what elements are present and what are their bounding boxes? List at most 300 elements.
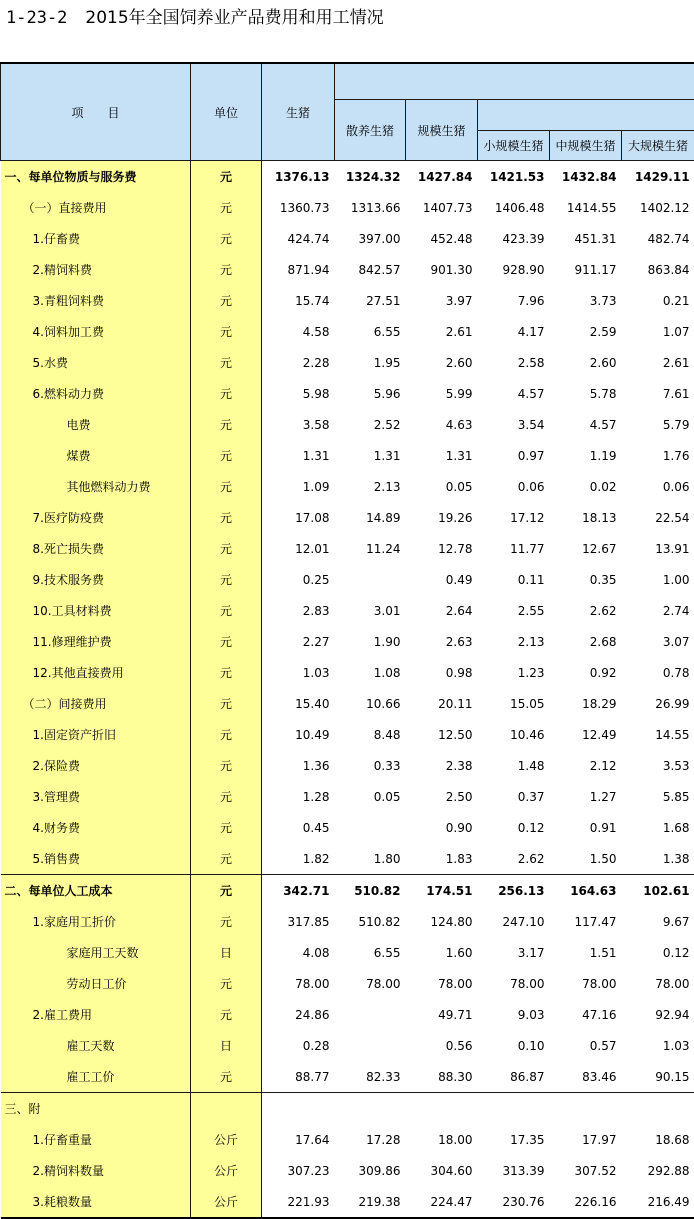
value-cell: 0.06 xyxy=(517,479,545,494)
value-cell: 78.00 xyxy=(438,976,473,991)
table-body xyxy=(1,161,694,1219)
table-row xyxy=(1,968,694,999)
value-cell: 1324.32 xyxy=(335,161,406,193)
value-cell: 1407.73 xyxy=(422,200,473,215)
table-row xyxy=(1,471,694,502)
row-unit: 元 xyxy=(191,223,262,254)
row-label: 5.销售费 xyxy=(1,843,191,875)
value-cell: 14.55 xyxy=(655,727,690,742)
row-label: 4.饲料加工费 xyxy=(1,316,191,347)
value-cell: 0.05 xyxy=(373,789,401,804)
table-row xyxy=(1,254,694,285)
row-label: 煤费 xyxy=(1,440,191,471)
value-cell: 12.01 xyxy=(295,541,330,556)
table-row xyxy=(1,285,694,316)
value-cell: 3.07 xyxy=(662,634,690,649)
table-row xyxy=(1,1186,694,1218)
value-cell: 17.12 xyxy=(510,510,545,525)
value-cell xyxy=(262,1093,335,1125)
value-cell: 928.90 xyxy=(502,262,545,277)
value-cell: 6.55 xyxy=(373,945,401,960)
value-cell: 3.17 xyxy=(517,945,545,960)
value-cell: 17.64 xyxy=(295,1132,330,1147)
value-cell: 0.78 xyxy=(662,665,690,680)
header-scattered: 散养生猪 xyxy=(335,100,406,161)
value-cell: 0.49 xyxy=(445,572,473,587)
table-row xyxy=(1,316,694,347)
value-cell: 4.63 xyxy=(445,417,473,432)
value-cell xyxy=(550,1093,622,1125)
value-cell: 12.49 xyxy=(582,727,617,742)
header-scale: 规模生猪 xyxy=(406,100,478,161)
row-label: 1.家庭用工折价 xyxy=(1,906,191,937)
value-cell: 451.31 xyxy=(574,231,617,246)
row-unit: 日 xyxy=(191,1030,262,1061)
value-cell: 17.28 xyxy=(366,1132,401,1147)
cost-table xyxy=(0,62,694,1219)
value-cell: 0.12 xyxy=(517,820,545,835)
value-cell: 1360.73 xyxy=(279,200,330,215)
value-cell: 9.67 xyxy=(662,914,690,929)
value-cell: 863.84 xyxy=(647,262,690,277)
row-label: 3.管理费 xyxy=(1,781,191,812)
value-cell: 10.49 xyxy=(295,727,330,742)
row-label: 2.精饲料费 xyxy=(1,254,191,285)
value-cell: 219.38 xyxy=(335,1186,406,1218)
value-cell: 0.05 xyxy=(445,479,473,494)
value-cell: 17.35 xyxy=(510,1132,545,1147)
header-medium: 中规模生猪 xyxy=(550,131,622,161)
value-cell: 1.00 xyxy=(662,572,690,587)
value-cell: 1313.66 xyxy=(350,200,401,215)
value-cell: 911.17 xyxy=(574,262,617,277)
value-cell: 304.60 xyxy=(430,1163,473,1178)
table-title: 2015年全国饲养业产品费用和用工情况 xyxy=(85,8,384,28)
value-cell: 124.80 xyxy=(430,914,473,929)
row-label: 雇工天数 xyxy=(1,1030,191,1061)
value-cell: 3.97 xyxy=(445,293,473,308)
value-cell: 510.82 xyxy=(358,914,401,929)
value-cell: 2.64 xyxy=(445,603,473,618)
table-row xyxy=(1,657,694,688)
value-cell: 2.28 xyxy=(302,355,330,370)
row-unit: 元 xyxy=(191,285,262,316)
value-cell: 49.71 xyxy=(438,1007,473,1022)
value-cell: 0.57 xyxy=(589,1038,617,1053)
row-label: 三、附 xyxy=(1,1093,191,1125)
value-cell: 7.96 xyxy=(517,293,545,308)
row-unit: 元 xyxy=(191,378,262,409)
value-cell: 342.71 xyxy=(262,875,335,907)
table-row xyxy=(1,719,694,750)
value-cell: 10.46 xyxy=(510,727,545,742)
value-cell: 5.85 xyxy=(662,789,690,804)
value-cell: 9.03 xyxy=(517,1007,545,1022)
row-unit: 元 xyxy=(191,657,262,688)
value-cell: 102.61 xyxy=(622,875,694,907)
value-cell xyxy=(335,999,406,1030)
value-cell: 174.51 xyxy=(406,875,478,907)
row-label: 其他燃料动力费 xyxy=(1,471,191,502)
row-label: 4.财务费 xyxy=(1,812,191,843)
row-label: 3.青粗饲料费 xyxy=(1,285,191,316)
value-cell: 307.52 xyxy=(574,1163,617,1178)
table-row xyxy=(1,999,694,1030)
value-cell: 3.01 xyxy=(373,603,401,618)
row-label: 1.固定资产折旧 xyxy=(1,719,191,750)
value-cell: 3.53 xyxy=(662,758,690,773)
value-cell: 0.06 xyxy=(662,479,690,494)
value-cell: 216.49 xyxy=(622,1186,694,1218)
row-label: 1.仔畜重量 xyxy=(1,1124,191,1155)
value-cell xyxy=(335,564,406,595)
table-row xyxy=(1,626,694,657)
value-cell: 22.54 xyxy=(655,510,690,525)
value-cell: 226.16 xyxy=(550,1186,622,1218)
value-cell: 5.98 xyxy=(302,386,330,401)
row-label: 3.耗粮数量 xyxy=(1,1186,191,1218)
value-cell: 78.00 xyxy=(655,976,690,991)
value-cell: 2.62 xyxy=(517,851,545,866)
table-row xyxy=(1,1155,694,1186)
row-label: 5.水费 xyxy=(1,347,191,378)
table-row xyxy=(1,1124,694,1155)
value-cell: 0.56 xyxy=(445,1038,473,1053)
table-row xyxy=(1,347,694,378)
value-cell: 871.94 xyxy=(287,262,330,277)
table-row xyxy=(1,161,694,193)
row-label: （二）间接费用 xyxy=(1,688,191,719)
row-unit: 元 xyxy=(191,595,262,626)
value-cell: 2.52 xyxy=(373,417,401,432)
value-cell: 0.11 xyxy=(517,572,545,587)
row-unit: 元 xyxy=(191,999,262,1030)
value-cell: 313.39 xyxy=(502,1163,545,1178)
value-cell: 11.24 xyxy=(366,541,401,556)
row-label: 2.雇工费用 xyxy=(1,999,191,1030)
row-label: 7.医疗防疫费 xyxy=(1,502,191,533)
row-unit: 元 xyxy=(191,409,262,440)
value-cell: 307.23 xyxy=(287,1163,330,1178)
row-label: 家庭用工天数 xyxy=(1,937,191,968)
value-cell: 2.13 xyxy=(517,634,545,649)
value-cell xyxy=(478,1093,550,1125)
value-cell: 11.77 xyxy=(510,541,545,556)
value-cell: 7.61 xyxy=(662,386,690,401)
value-cell: 1427.84 xyxy=(406,161,478,193)
value-cell: 1.28 xyxy=(302,789,330,804)
value-cell: 2.27 xyxy=(302,634,330,649)
table-row xyxy=(1,750,694,781)
value-cell: 12.67 xyxy=(582,541,617,556)
table-row xyxy=(1,502,694,533)
row-label: 电费 xyxy=(1,409,191,440)
value-cell xyxy=(335,1030,406,1061)
value-cell: 1.38 xyxy=(662,851,690,866)
row-label: 劳动日工价 xyxy=(1,968,191,999)
row-label: 二、每单位人工成本 xyxy=(1,875,191,907)
value-cell: 78.00 xyxy=(295,976,330,991)
row-unit: 元 xyxy=(191,906,262,937)
value-cell: 20.11 xyxy=(438,696,473,711)
row-unit: 日 xyxy=(191,937,262,968)
table-row xyxy=(1,1061,694,1093)
value-cell: 1.83 xyxy=(445,851,473,866)
value-cell: 18.13 xyxy=(582,510,617,525)
value-cell: 397.00 xyxy=(358,231,401,246)
page-title xyxy=(6,4,384,32)
value-cell: 164.63 xyxy=(550,875,622,907)
value-cell: 0.45 xyxy=(302,820,330,835)
value-cell: 1.03 xyxy=(302,665,330,680)
value-cell: 12.50 xyxy=(438,727,473,742)
value-cell: 1.31 xyxy=(302,448,330,463)
row-unit: 元 xyxy=(191,316,262,347)
table-row xyxy=(1,781,694,812)
value-cell: 482.74 xyxy=(647,231,690,246)
value-cell: 3.54 xyxy=(517,417,545,432)
value-cell: 27.51 xyxy=(366,293,401,308)
value-cell: 1.27 xyxy=(589,789,617,804)
header-small: 小规模生猪 xyxy=(478,131,550,161)
header-item: 项 目 xyxy=(1,63,191,161)
value-cell: 2.61 xyxy=(445,324,473,339)
table-row xyxy=(1,440,694,471)
row-unit: 元 xyxy=(191,968,262,999)
value-cell: 3.73 xyxy=(589,293,617,308)
value-cell: 317.85 xyxy=(287,914,330,929)
table-row xyxy=(1,843,694,875)
value-cell: 0.98 xyxy=(445,665,473,680)
row-unit: 元 xyxy=(191,812,262,843)
header-group-blank xyxy=(335,63,694,100)
header-unit: 单位 xyxy=(191,63,262,161)
value-cell: 901.30 xyxy=(430,262,473,277)
value-cell: 1.80 xyxy=(373,851,401,866)
value-cell: 2.68 xyxy=(589,634,617,649)
header-large: 大规模生猪 xyxy=(622,131,694,161)
value-cell xyxy=(335,1093,406,1125)
value-cell: 13.91 xyxy=(655,541,690,556)
value-cell: 2.61 xyxy=(662,355,690,370)
value-cell: 224.47 xyxy=(406,1186,478,1218)
value-cell: 82.33 xyxy=(366,1069,401,1084)
value-cell: 2.13 xyxy=(373,479,401,494)
table-row xyxy=(1,223,694,254)
value-cell: 0.10 xyxy=(517,1038,545,1053)
row-label: 12.其他直接费用 xyxy=(1,657,191,688)
row-label: 10.工具材料费 xyxy=(1,595,191,626)
value-cell: 1.03 xyxy=(662,1038,690,1053)
value-cell: 17.97 xyxy=(582,1132,617,1147)
row-label: 2.精饲料数量 xyxy=(1,1155,191,1186)
table-number: 1-23-2 xyxy=(6,8,68,28)
header-scale-group-blank xyxy=(478,100,694,131)
value-cell: 0.35 xyxy=(589,572,617,587)
row-label: 6.燃料动力费 xyxy=(1,378,191,409)
value-cell: 2.50 xyxy=(445,789,473,804)
row-unit: 公斤 xyxy=(191,1124,262,1155)
value-cell: 0.91 xyxy=(589,820,617,835)
table-row xyxy=(1,595,694,626)
value-cell: 1.31 xyxy=(373,448,401,463)
value-cell: 90.15 xyxy=(655,1069,690,1084)
value-cell: 18.00 xyxy=(438,1132,473,1147)
value-cell: 6.55 xyxy=(373,324,401,339)
table-row xyxy=(1,409,694,440)
value-cell: 1.19 xyxy=(589,448,617,463)
value-cell: 2.38 xyxy=(445,758,473,773)
value-cell xyxy=(406,1093,478,1125)
row-unit: 元 xyxy=(191,1061,262,1093)
row-unit: 元 xyxy=(191,564,262,595)
value-cell: 0.90 xyxy=(445,820,473,835)
value-cell: 510.82 xyxy=(335,875,406,907)
row-unit: 元 xyxy=(191,750,262,781)
table-row xyxy=(1,1093,694,1125)
table-row xyxy=(1,533,694,564)
row-label: 1.仔畜费 xyxy=(1,223,191,254)
value-cell: 47.16 xyxy=(582,1007,617,1022)
value-cell: 424.74 xyxy=(287,231,330,246)
value-cell: 3.58 xyxy=(302,417,330,432)
value-cell xyxy=(622,1093,694,1125)
value-cell: 5.96 xyxy=(373,386,401,401)
value-cell: 15.40 xyxy=(295,696,330,711)
row-label: 一、每单位物质与服务费 xyxy=(1,161,191,193)
value-cell: 1376.13 xyxy=(262,161,335,193)
value-cell: 88.30 xyxy=(438,1069,473,1084)
table-row xyxy=(1,906,694,937)
header-pig: 生猪 xyxy=(262,63,335,161)
table-row xyxy=(1,875,694,907)
value-cell: 26.99 xyxy=(655,696,690,711)
table-row xyxy=(1,564,694,595)
value-cell: 2.62 xyxy=(589,603,617,618)
value-cell: 309.86 xyxy=(358,1163,401,1178)
value-cell: 1.23 xyxy=(517,665,545,680)
row-unit: 元 xyxy=(191,688,262,719)
row-unit: 元 xyxy=(191,719,262,750)
value-cell: 18.68 xyxy=(655,1132,690,1147)
table-row xyxy=(1,688,694,719)
value-cell: 92.94 xyxy=(655,1007,690,1022)
value-cell: 1.68 xyxy=(662,820,690,835)
value-cell: 4.58 xyxy=(302,324,330,339)
value-cell: 1414.55 xyxy=(566,200,617,215)
value-cell: 1432.84 xyxy=(550,161,622,193)
value-cell: 0.25 xyxy=(302,572,330,587)
table-row xyxy=(1,1030,694,1061)
value-cell: 24.86 xyxy=(295,1007,330,1022)
value-cell: 78.00 xyxy=(582,976,617,991)
row-unit: 元 xyxy=(191,471,262,502)
table-row xyxy=(1,378,694,409)
value-cell xyxy=(335,812,406,843)
value-cell: 2.60 xyxy=(589,355,617,370)
value-cell: 5.78 xyxy=(589,386,617,401)
value-cell: 5.99 xyxy=(445,386,473,401)
value-cell: 1.48 xyxy=(517,758,545,773)
value-cell: 4.57 xyxy=(589,417,617,432)
value-cell: 1.08 xyxy=(373,665,401,680)
value-cell: 452.48 xyxy=(430,231,473,246)
value-cell: 86.87 xyxy=(510,1069,545,1084)
value-cell: 292.88 xyxy=(647,1163,690,1178)
row-unit: 元 xyxy=(191,347,262,378)
value-cell: 247.10 xyxy=(502,914,545,929)
value-cell: 2.59 xyxy=(589,324,617,339)
value-cell: 8.48 xyxy=(373,727,401,742)
row-unit: 元 xyxy=(191,254,262,285)
value-cell: 2.12 xyxy=(589,758,617,773)
value-cell: 1402.12 xyxy=(639,200,690,215)
table-row xyxy=(1,812,694,843)
value-cell: 1.31 xyxy=(445,448,473,463)
value-cell: 0.21 xyxy=(662,293,690,308)
value-cell: 88.77 xyxy=(295,1069,330,1084)
row-unit: 元 xyxy=(191,161,262,193)
table-row xyxy=(1,937,694,968)
value-cell: 0.12 xyxy=(662,945,690,960)
row-unit: 元 xyxy=(191,781,262,812)
row-label: 11.修理维护费 xyxy=(1,626,191,657)
row-unit: 元 xyxy=(191,533,262,564)
value-cell: 17.08 xyxy=(295,510,330,525)
value-cell: 4.17 xyxy=(517,324,545,339)
value-cell: 1.95 xyxy=(373,355,401,370)
value-cell: 0.37 xyxy=(517,789,545,804)
row-label: 9.技术服务费 xyxy=(1,564,191,595)
value-cell: 2.74 xyxy=(662,603,690,618)
value-cell: 78.00 xyxy=(510,976,545,991)
row-unit: 元 xyxy=(191,502,262,533)
value-cell: 0.92 xyxy=(589,665,617,680)
value-cell: 0.02 xyxy=(589,479,617,494)
value-cell: 1.51 xyxy=(589,945,617,960)
row-label: 雇工工价 xyxy=(1,1061,191,1093)
value-cell: 2.55 xyxy=(517,603,545,618)
value-cell: 1.50 xyxy=(589,851,617,866)
row-unit: 元 xyxy=(191,875,262,907)
value-cell: 1.60 xyxy=(445,945,473,960)
row-unit: 元 xyxy=(191,192,262,223)
row-unit: 元 xyxy=(191,440,262,471)
value-cell: 230.76 xyxy=(478,1186,550,1218)
value-cell: 1.76 xyxy=(662,448,690,463)
row-unit: 元 xyxy=(191,843,262,875)
value-cell: 15.05 xyxy=(510,696,545,711)
value-cell: 256.13 xyxy=(478,875,550,907)
value-cell: 0.28 xyxy=(302,1038,330,1053)
value-cell: 221.93 xyxy=(262,1186,335,1218)
value-cell: 5.79 xyxy=(662,417,690,432)
value-cell: 1.82 xyxy=(302,851,330,866)
value-cell: 1.07 xyxy=(662,324,690,339)
value-cell: 18.29 xyxy=(582,696,617,711)
value-cell: 2.83 xyxy=(302,603,330,618)
value-cell: 15.74 xyxy=(295,293,330,308)
row-unit: 元 xyxy=(191,626,262,657)
value-cell: 423.39 xyxy=(502,231,545,246)
value-cell: 4.57 xyxy=(517,386,545,401)
value-cell: 1.09 xyxy=(302,479,330,494)
value-cell: 2.60 xyxy=(445,355,473,370)
table-row xyxy=(1,192,694,223)
value-cell: 83.46 xyxy=(582,1069,617,1084)
value-cell: 4.08 xyxy=(302,945,330,960)
value-cell: 19.26 xyxy=(438,510,473,525)
